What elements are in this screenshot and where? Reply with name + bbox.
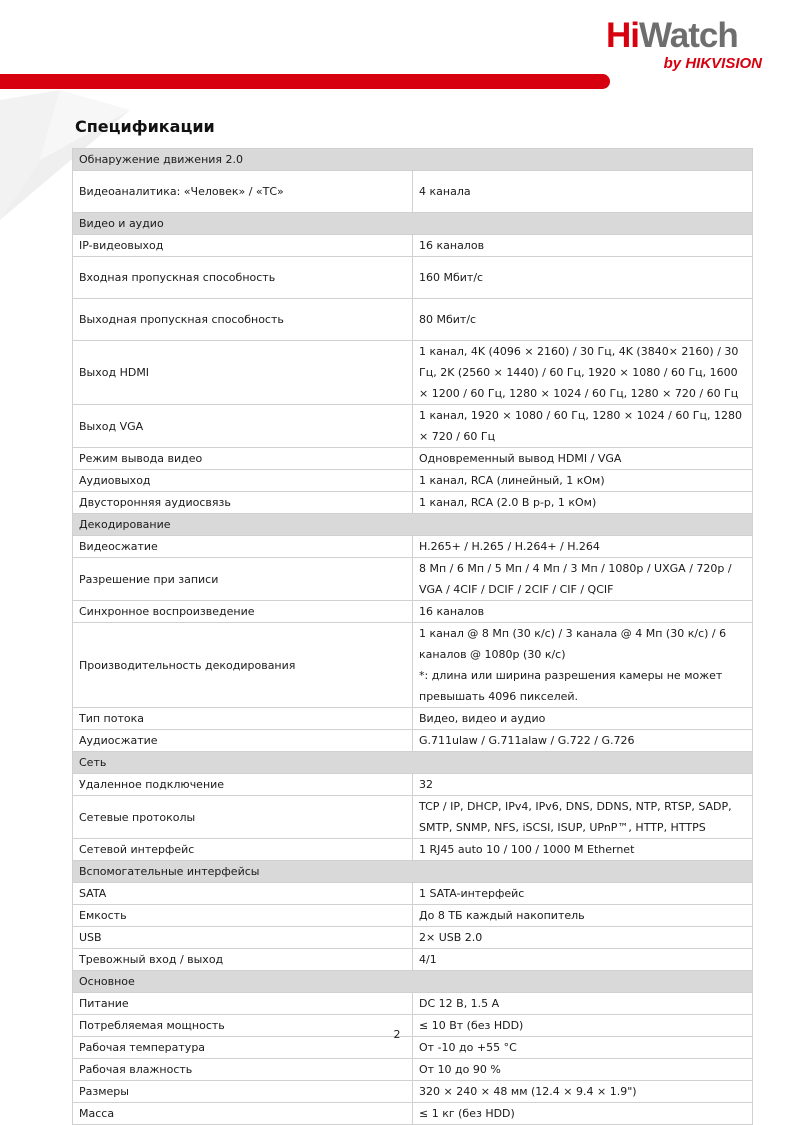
spec-label: Сетевой интерфейс: [73, 839, 413, 861]
spec-label: Тревожный вход / выход: [73, 949, 413, 971]
table-row: [73, 883, 753, 905]
spec-value: ≤ 1 кг (без HDD): [413, 1103, 753, 1125]
spec-value: [413, 623, 753, 708]
table-row: [73, 905, 753, 927]
spec-value: 16 каналов: [413, 601, 753, 623]
spec-value: 16 каналов: [413, 235, 753, 257]
logo-watch-text: Watch: [639, 16, 738, 55]
table-row: [73, 257, 753, 299]
table-row: [73, 1059, 753, 1081]
spec-label: USB: [73, 927, 413, 949]
table-row: [73, 1081, 753, 1103]
spec-label: Аудиосжатие: [73, 730, 413, 752]
spec-label: Питание: [73, 993, 413, 1015]
spec-value: 1 канал, RCA (линейный, 1 кОм): [413, 470, 753, 492]
spec-label: Входная пропускная способность: [73, 257, 413, 299]
section-title: Вспомогательные интерфейсы: [73, 861, 753, 883]
spec-label: Синхронное воспроизведение: [73, 601, 413, 623]
spec-label: Производительность декодирования: [73, 623, 413, 708]
table-row: [73, 492, 753, 514]
table-row: [73, 949, 753, 971]
spec-value: Видео, видео и аудио: [413, 708, 753, 730]
section-title: Основное: [73, 971, 753, 993]
spec-value: 1 канал, RCA (2.0 В p-p, 1 кОм): [413, 492, 753, 514]
spec-value: G.711ulaw / G.711alaw / G.722 / G.726: [413, 730, 753, 752]
spec-label: SATA: [73, 883, 413, 905]
table-row: [73, 470, 753, 492]
table-row: [73, 171, 753, 213]
spec-value: 1 канал, 4K (4096 × 2160) / 30 Гц, 4K (3840× 2160) / 30 Гц, 2K (2560 × 1440) / 60 Гц, 1920 × 1080 / 60 Гц, 1600 × 1200 / 60 Гц, 1280 × 1024 / 60 Гц, 1280 × 720 / 60 Гц: [413, 341, 753, 405]
spec-label: Удаленное подключение: [73, 774, 413, 796]
section-header-row: [73, 971, 753, 993]
spec-label: Видеоаналитика: «Человек» / «ТС»: [73, 171, 413, 213]
table-row: [73, 796, 753, 839]
spec-label: Аудиовыход: [73, 470, 413, 492]
table-row: [73, 235, 753, 257]
section-header-row: [73, 213, 753, 235]
spec-value: От -10 до +55 °C: [413, 1037, 753, 1059]
spec-value: 8 Мп / 6 Мп / 5 Мп / 4 Мп / 3 Мп / 1080p / UXGA / 720p / VGA / 4CIF / DCIF / 2CIF / CIF / QCIF: [413, 558, 753, 601]
spec-label: Масса: [73, 1103, 413, 1125]
table-row: [73, 448, 753, 470]
spec-value: H.265+ / H.265 / H.264+ / H.264: [413, 536, 753, 558]
spec-value: 1 SATA-интерфейс: [413, 883, 753, 905]
table-row: [73, 927, 753, 949]
spec-label: Выход VGA: [73, 405, 413, 448]
spec-label: Видеосжатие: [73, 536, 413, 558]
specifications-table: [72, 148, 753, 1125]
page-number: 2: [393, 1028, 401, 1041]
spec-value-text: 1 канал @ 8 Мп (30 к/с) / 3 канала @ 4 Мп (30 к/с) / 6 каналов @ 1080p (30 к/с): [419, 627, 727, 661]
spec-label: Рабочая влажность: [73, 1059, 413, 1081]
spec-value: 160 Мбит/с: [413, 257, 753, 299]
table-row: [73, 405, 753, 448]
header-red-bar: [0, 74, 610, 89]
logo-hi-text: Hi: [606, 16, 639, 55]
section-header-row: [73, 149, 753, 171]
spec-label: Разрешение при записи: [73, 558, 413, 601]
spec-label: Емкость: [73, 905, 413, 927]
spec-label: Сетевые протоколы: [73, 796, 413, 839]
spec-label: Потребляемая мощность: [73, 1015, 413, 1037]
section-header-row: [73, 752, 753, 774]
section-header-row: [73, 861, 753, 883]
spec-value: 80 Мбит/с: [413, 299, 753, 341]
table-row: [73, 341, 753, 405]
spec-value-note: *: длина или ширина разрешения камеры не может превышать 4096 пикселей.: [419, 669, 723, 703]
spec-label: Рабочая температура: [73, 1037, 413, 1059]
spec-label: Режим вывода видео: [73, 448, 413, 470]
page-title: Спецификации: [75, 117, 215, 136]
table-row: [73, 1103, 753, 1125]
table-row: [73, 558, 753, 601]
table-row: [73, 993, 753, 1015]
spec-label: Выходная пропускная способность: [73, 299, 413, 341]
spec-value: 2× USB 2.0: [413, 927, 753, 949]
section-title: Видео и аудио: [73, 213, 753, 235]
spec-label: Размеры: [73, 1081, 413, 1103]
spec-value: До 8 ТБ каждый накопитель: [413, 905, 753, 927]
logo-hikvision-text: HIKVISION: [685, 55, 762, 72]
table-row: [73, 774, 753, 796]
brand-logo: [606, 16, 766, 72]
spec-value: От 10 до 90 %: [413, 1059, 753, 1081]
spec-value: 1 канал, 1920 × 1080 / 60 Гц, 1280 × 1024 / 60 Гц, 1280 × 720 / 60 Гц: [413, 405, 753, 448]
logo-by-text: by: [663, 55, 682, 72]
table-row: [73, 623, 753, 708]
table-row: [73, 299, 753, 341]
spec-value: 4 канала: [413, 171, 753, 213]
spec-label: IP-видеовыход: [73, 235, 413, 257]
spec-value: Одновременный вывод HDMI / VGA: [413, 448, 753, 470]
table-row: [73, 839, 753, 861]
spec-value: 4/1: [413, 949, 753, 971]
spec-label: Двусторонняя аудиосвязь: [73, 492, 413, 514]
spec-value: 1 RJ45 auto 10 / 100 / 1000 M Ethernet: [413, 839, 753, 861]
table-row: [73, 708, 753, 730]
section-header-row: [73, 514, 753, 536]
spec-label: Тип потока: [73, 708, 413, 730]
spec-value: 320 × 240 × 48 мм (12.4 × 9.4 × 1.9"): [413, 1081, 753, 1103]
spec-value: TCP / IP, DHCP, IPv4, IPv6, DNS, DDNS, NTP, RTSP, SADP, SMTP, SNMP, NFS, iSCSI, ISUP, UPnP™, HTTP, HTTPS: [413, 796, 753, 839]
spec-value: 32: [413, 774, 753, 796]
table-row: [73, 730, 753, 752]
table-row: [73, 601, 753, 623]
spec-label: Выход HDMI: [73, 341, 413, 405]
section-title: Сеть: [73, 752, 753, 774]
section-title: Обнаружение движения 2.0: [73, 149, 753, 171]
table-row: [73, 536, 753, 558]
section-title: Декодирование: [73, 514, 753, 536]
spec-value: ≤ 10 Вт (без HDD): [413, 1015, 753, 1037]
spec-value: DC 12 В, 1.5 А: [413, 993, 753, 1015]
